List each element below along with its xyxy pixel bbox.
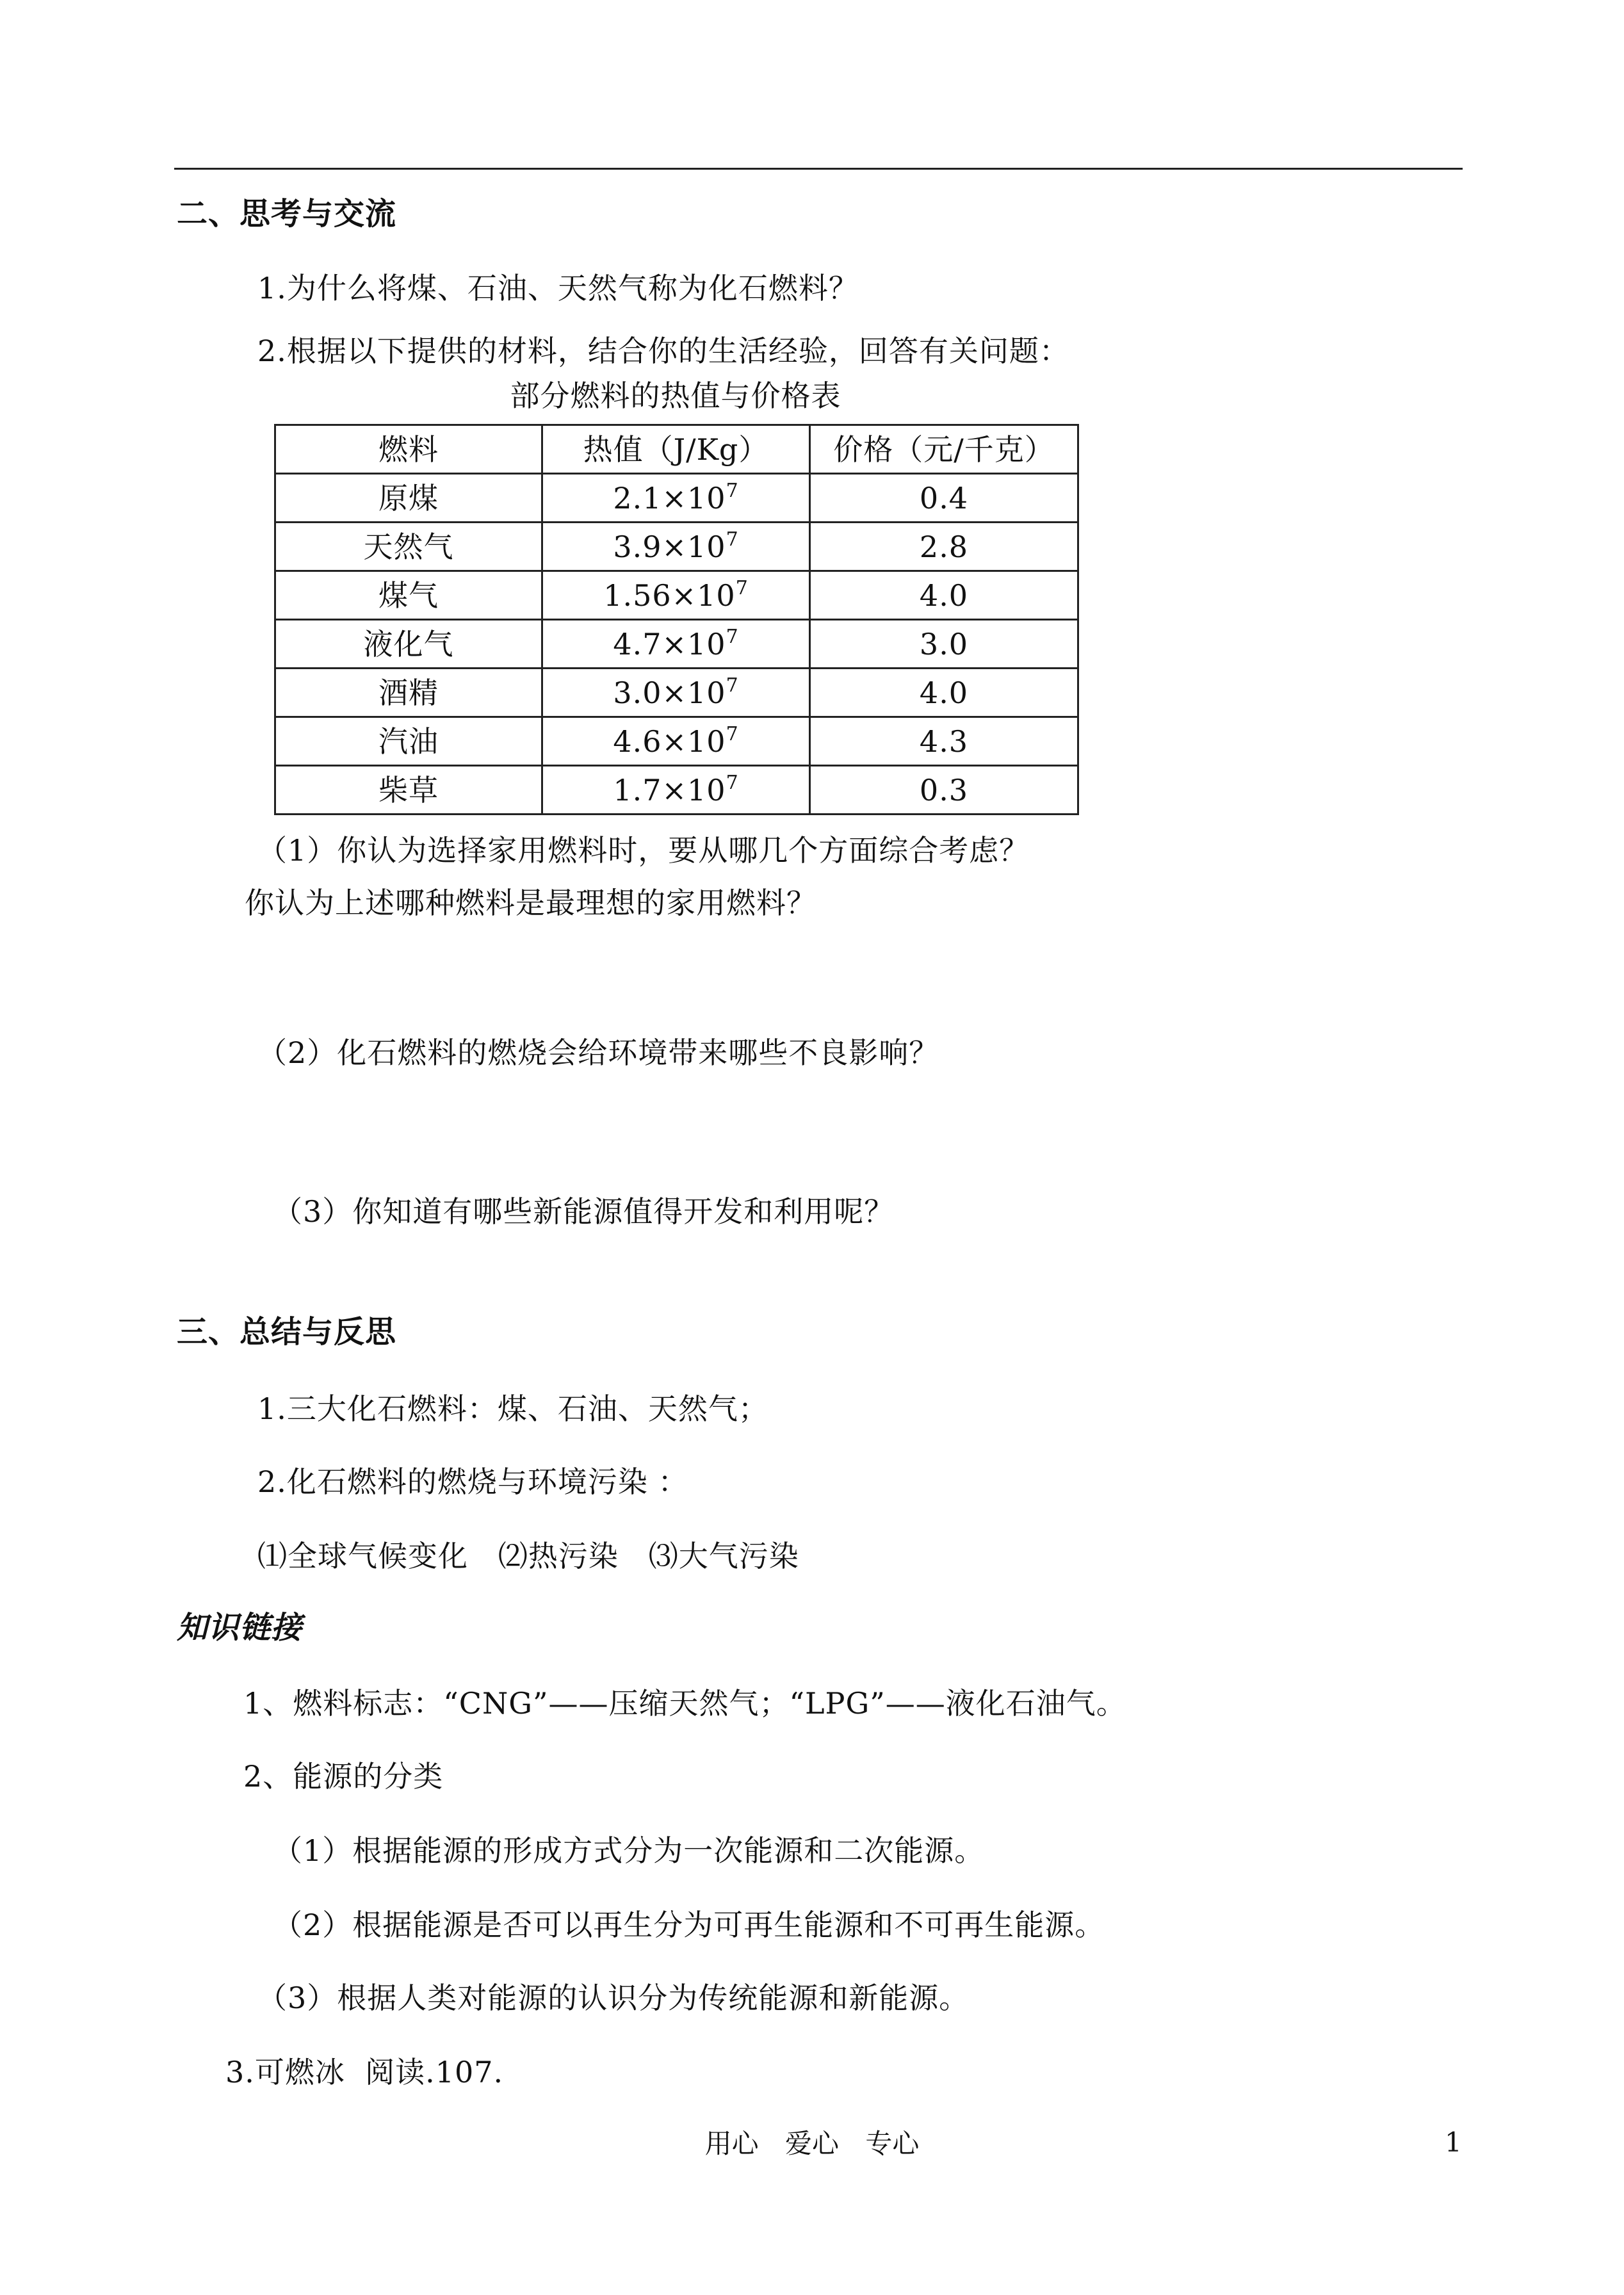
heat-value-exponent: 7 — [726, 771, 739, 794]
table-row — [275, 571, 1078, 620]
heat-value-mantissa: 4.6 — [613, 724, 662, 759]
heat-value-mantissa: 3.0 — [613, 675, 662, 710]
sub-question-1a: （1）你认为选择家用燃料时，要从哪几个方面综合考虑？ — [257, 833, 1030, 868]
summary-1: 1.三大化石燃料：煤、石油、天然气； — [257, 1391, 768, 1426]
knowledge-3: 3.可燃冰 阅读.107. — [225, 2055, 504, 2089]
heat-value-mantissa: 3.9 — [613, 529, 662, 564]
question-1: 1.为什么将煤、石油、天然气称为化石燃料？ — [257, 271, 859, 305]
cell-price: 3.0 — [810, 620, 1078, 669]
heat-value-exponent: 7 — [735, 576, 749, 599]
cell-price: 2.8 — [810, 523, 1078, 571]
page-number: 1 — [1445, 2127, 1462, 2158]
header-fuel: 燃料 — [275, 425, 542, 474]
cell-heat-value — [542, 474, 810, 523]
table-header-row — [275, 425, 1078, 474]
heat-value-mantissa: 2.1 — [613, 480, 662, 515]
cell-price: 4.3 — [810, 717, 1078, 766]
heat-value-mantissa: 1.7 — [613, 772, 662, 807]
question-2: 2.根据以下提供的材料，结合你的生活经验，回答有关问题： — [257, 334, 1069, 368]
heat-value-exponent: 7 — [726, 625, 739, 648]
table-title: 部分燃料的热值与价格表 — [510, 378, 841, 413]
knowledge-heading: 知识链接 — [177, 1610, 303, 1646]
sub-question-1b: 你认为上述哪种燃料是最理想的家用燃料？ — [245, 886, 816, 920]
section-heading-summary: 三、总结与反思 — [177, 1314, 397, 1350]
summary-3: ⑴全球气候变化 ⑵热污染 ⑶大气污染 — [257, 1539, 799, 1573]
times-ten: ×10 — [671, 578, 736, 613]
times-ten: ×10 — [662, 529, 726, 564]
footer-motto: 用心 爱心 专心 — [704, 2128, 920, 2159]
table-row — [275, 620, 1078, 669]
times-ten: ×10 — [662, 626, 726, 661]
knowledge-2-1: （1）根据能源的形成方式分为一次能源和二次能源。 — [273, 1833, 985, 1868]
table-row — [275, 474, 1078, 523]
cell-fuel: 汽油 — [275, 717, 542, 766]
cell-fuel: 酒精 — [275, 669, 542, 717]
heat-value-exponent: 7 — [726, 479, 739, 502]
cell-heat-value — [542, 766, 810, 815]
cell-fuel: 天然气 — [275, 523, 542, 571]
section-heading-think: 二、思考与交流 — [177, 196, 397, 232]
cell-heat-value — [542, 571, 810, 620]
cell-fuel: 柴草 — [275, 766, 542, 815]
times-ten: ×10 — [662, 724, 726, 759]
cell-heat-value — [542, 669, 810, 717]
cell-price: 0.3 — [810, 766, 1078, 815]
cell-fuel: 原煤 — [275, 474, 542, 523]
knowledge-2-2: （2）根据能源是否可以再生分为可再生能源和不可再生能源。 — [273, 1908, 1105, 1942]
knowledge-2-3: （3）根据人类对能源的认识分为传统能源和新能源。 — [257, 1981, 970, 2015]
header-rule — [174, 168, 1463, 170]
cell-heat-value — [542, 620, 810, 669]
times-ten: ×10 — [662, 772, 726, 807]
header-heat-value: 热值（J/Kg） — [542, 425, 810, 474]
cell-heat-value — [542, 523, 810, 571]
sub-question-3: （3）你知道有哪些新能源值得开发和利用呢？ — [273, 1194, 895, 1229]
heat-value-exponent: 7 — [726, 674, 739, 697]
table-row — [275, 669, 1078, 717]
heat-value-exponent: 7 — [726, 722, 739, 745]
table-row — [275, 766, 1078, 815]
cell-price: 4.0 — [810, 669, 1078, 717]
cell-fuel: 煤气 — [275, 571, 542, 620]
knowledge-2: 2、能源的分类 — [243, 1759, 444, 1794]
heat-value-exponent: 7 — [726, 528, 739, 551]
table-row — [275, 717, 1078, 766]
heat-value-mantissa: 1.56 — [603, 578, 672, 613]
cell-price: 4.0 — [810, 571, 1078, 620]
cell-heat-value — [542, 717, 810, 766]
cell-price: 0.4 — [810, 474, 1078, 523]
knowledge-1: 1、燃料标志：“CNG”——压缩天然气；“LPG”——液化石油气。 — [243, 1686, 1126, 1721]
sub-question-2: （2）化石燃料的燃烧会给环境带来哪些不良影响？ — [257, 1035, 939, 1070]
header-price: 价格（元/千克） — [810, 425, 1078, 474]
times-ten: ×10 — [662, 675, 726, 710]
times-ten: ×10 — [662, 480, 726, 515]
fuel-table — [274, 424, 1079, 815]
summary-2: 2.化石燃料的燃烧与环境污染 ： — [257, 1464, 688, 1499]
heat-value-mantissa: 4.7 — [613, 626, 662, 661]
table-row — [275, 523, 1078, 571]
cell-fuel: 液化气 — [275, 620, 542, 669]
